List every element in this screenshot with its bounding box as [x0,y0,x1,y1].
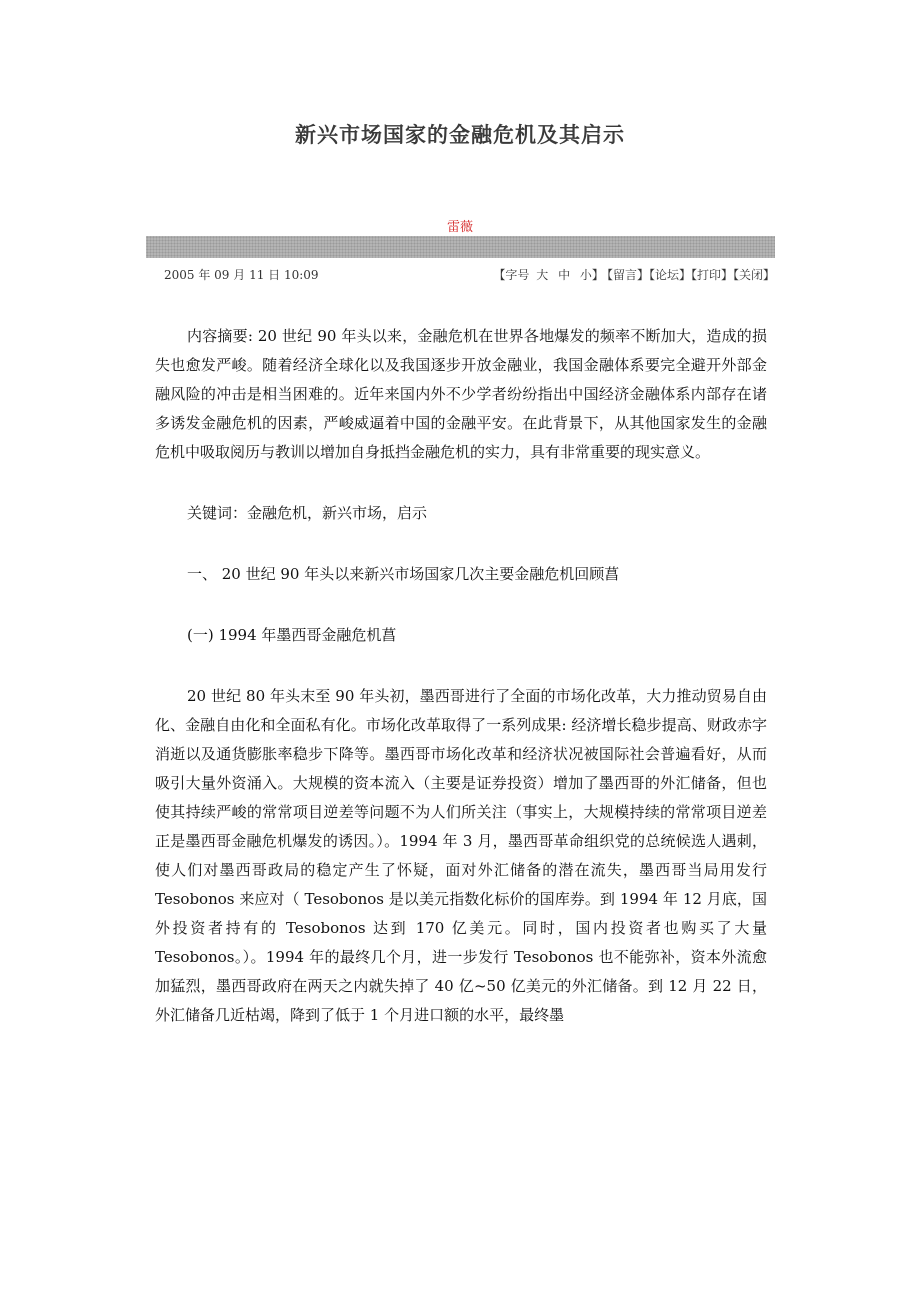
article-title: 新兴市场国家的金融危机及其启示 [295,122,625,147]
article-body [155,322,767,1030]
font-size-large-link[interactable]: 大 [536,268,549,282]
comment-link[interactable]: 【留言】 [606,268,649,282]
forum-link[interactable]: 【论坛】 [648,268,691,282]
font-size-medium-link[interactable]: 中 [558,268,571,282]
keywords-paragraph: 关键词：金融危机，新兴市场，启示 [187,504,428,522]
article-author: 雷薇 [446,220,473,235]
header-divider-bar [146,236,775,258]
abstract-paragraph: 内容摘要: 20 世纪 90 年头以来，金融危机在世界各地爆发的频率不断加大，造成的损失也愈发严峻。随着经济全球化以及我国逐步开放金融业，我国金融体系要完全避开外部金融风险的冲击是相当困难的。近年来国内外不少学者纷纷指出中国经济金融体系内部存在诸多诱发金融危机的因素，严峻威逼着中国的金融平安。在此背景下，从其他国家发生的金融危机中吸取阅历与教训以增加自身抵挡金融危机的实力，具有非常重要的现实意义。 [155,327,767,461]
section-heading-1: 一、 20 世纪 90 年头以来新兴市场国家几次主要金融危机回顾菖 [187,565,620,583]
article-meta [146,266,775,283]
article-toolbar [493,266,775,283]
section-heading-1-1: (一) 1994 年墨西哥金融危机菖 [187,626,397,644]
print-link[interactable]: 【打印】 [690,268,733,282]
font-size-label: 【字号 [493,268,530,282]
publish-date: 2005 年 09 月 11 日 10:09 [164,268,319,282]
body-paragraph: 20 世纪 80 年头末至 90 年头初，墨西哥进行了全面的市场化改革，大力推动贸易自由化、金融自由化和全面私有化。市场化改革取得了一系列成果: 经济增长稳步提高、财政赤字消逝以及通货膨胀率稳步下降等。墨西哥市场化改革和经济状况被国际社会普遍看好，从而吸引大量外资涌入。大规模的资本流入（主要是证券投资）增加了墨西哥的外汇储备，但也使其持续严峻的常常项目逆差等问题不为人们所关注（事实上，大规模持续的常常项目逆差正是墨西哥金融危机爆发的诱因。）。1994 年 3 月，墨西哥革命组织党的总统候选人遇刺，使人们对墨西哥政局的稳定产生了怀疑，面对外汇储备的潜在流失，墨西哥当局用发行 Tesobonos 来应对（ Tesobonos 是以美元指数化标价的国库券。到 1994 年 12 月底，国外投资者持有的 Tesobonos 达到 170 亿美元。同时，国内投资者也购买了大量 Tesobonos。）。1994 年的最终几个月，进一步发行 Tesobonos 也不能弥补，资本外流愈加猛烈，墨西哥政府在两天之内就失掉了 40 亿~50 亿美元的外汇储备。到 12 月 22 日，外汇储备几近枯竭，降到了低于 1 个月进口额的水平，最终墨 [155,687,767,1024]
font-size-small-link[interactable]: 小】 [579,268,604,282]
close-link[interactable]: 【关闭】 [732,268,775,282]
